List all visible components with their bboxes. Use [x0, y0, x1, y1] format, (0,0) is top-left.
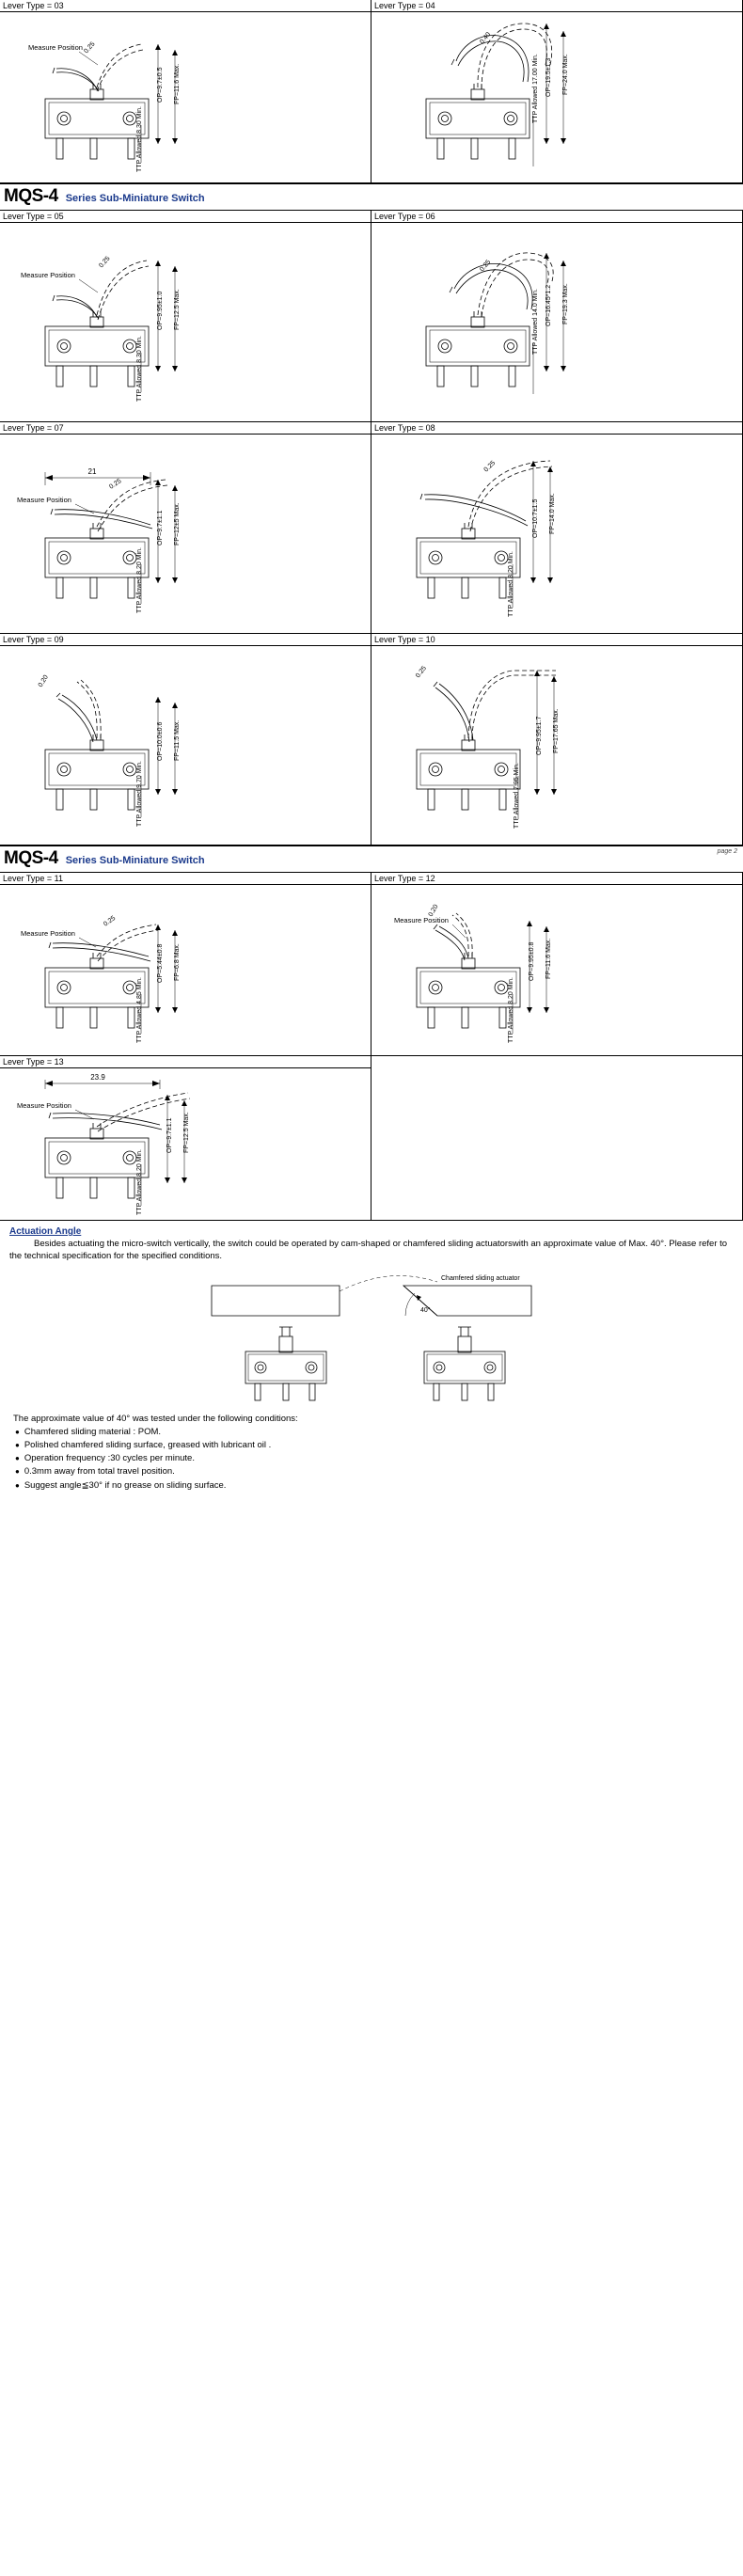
cell-body [372, 223, 742, 434]
measure-position-label: Measure Position [21, 929, 75, 938]
cell-body [372, 646, 742, 857]
lever-angle-label: 0.25 [83, 40, 97, 55]
lever-angle-label: 0.25 [479, 259, 493, 274]
switch-drawing-05 [0, 223, 369, 419]
switch-drawing-12 [372, 885, 740, 1052]
dim-op: OP=9.95±1.7 [536, 716, 543, 755]
cell-title: Lever Type = 11 [0, 873, 371, 885]
lever-angle-label: 0.40 [479, 31, 493, 46]
dim-fp: FP=12.5 Max. [174, 289, 181, 330]
lever-grid-3 [0, 873, 743, 1221]
dim-fp: FP=6.8 Max. [174, 943, 181, 981]
dim-fp: FP=12±5 Max. [174, 502, 181, 545]
conditions-items [9, 1426, 734, 1493]
switch-drawing-13 [0, 1068, 369, 1217]
dim-top: 23.9 [90, 1073, 105, 1082]
dim-ttp: TTP Allowed 8.20 Min. [136, 1149, 143, 1215]
cell-body [0, 885, 371, 1067]
dim-op: OP=9.7±1.1 [157, 510, 164, 545]
cell-body [0, 223, 371, 434]
switch-drawing-07 [0, 435, 369, 630]
dim-ttp: TTP Allowed 4.85 Min. [136, 977, 143, 1043]
lever-angle-label: 0.25 [415, 665, 428, 680]
series-subtitle: Series Sub-Miniature Switch [65, 193, 205, 204]
lever-cell-11 [0, 872, 372, 1056]
cell-title: Lever Type = 06 [372, 211, 742, 223]
lever-cell-08 [371, 421, 743, 634]
cell-title: Lever Type = 13 [0, 1056, 371, 1068]
lever-cell-04 [371, 0, 743, 183]
cell-body [372, 885, 742, 1067]
cell-title: Lever Type = 12 [372, 873, 742, 885]
dim-fp: FP=24.0 Max. [562, 54, 569, 95]
measure-position-label: Measure Position [17, 496, 71, 504]
switch-drawing-09 [0, 646, 369, 842]
cell-title: Lever Type = 05 [0, 211, 371, 223]
dim-fp: FP=11.6 Max. [174, 63, 181, 104]
dim-ttp: TTP Allowed 14.0 Min. [532, 289, 539, 355]
condition-item: ● Chamfered sliding material : POM. [15, 1426, 734, 1439]
lever-angle-label: 0.25 [98, 255, 112, 270]
switch-drawing-04 [372, 12, 740, 180]
lever-cell-13 [0, 1055, 372, 1221]
dim-fp: FP=17.65 Max. [553, 708, 560, 753]
lever-cell-06 [371, 210, 743, 422]
conditions-list [0, 1414, 743, 1493]
cell-title: Lever Type = 03 [0, 0, 371, 12]
measure-position-label: Measure Position [17, 1101, 71, 1110]
lever-cell-09 [0, 633, 372, 845]
dim-ttp: TTP Allowed 8.20 Min. [508, 551, 514, 617]
condition-item: ● Operation frequency :30 cycles per minute. [15, 1452, 734, 1465]
series-subtitle: Series Sub-Miniature Switch [65, 855, 205, 866]
cell-title: Lever Type = 09 [0, 634, 371, 646]
dim-ttp: TTP Allowed 9.70 Min. [136, 761, 143, 827]
switch-drawing-08 [372, 435, 740, 630]
cell-body [0, 12, 371, 195]
lever-grid-2 [0, 211, 743, 845]
measure-position-label: Measure Position [21, 271, 75, 279]
chamfered-actuator-label: Chamfered sliding actuator [441, 1274, 520, 1282]
dim-op: OP=19.5±1.3 [545, 57, 552, 97]
cell-title: Lever Type = 10 [372, 634, 742, 646]
dim-fp: FP=14.0 Max. [549, 493, 556, 534]
cell-title: Lever Type = 04 [372, 0, 742, 12]
lever-cell-blank [371, 1055, 743, 1221]
dim-op: OP=9.95±0.8 [529, 941, 535, 981]
condition-item: ● Suggest angle≦30° if no grease on sliding surface. [15, 1479, 734, 1493]
measure-position-label: Measure Position [394, 916, 449, 925]
dim-op: OP=16.45*1.2 [545, 284, 552, 326]
dim-op: OP=9.7±1.1 [166, 1117, 173, 1153]
dim-fp: FP=11.6 Max. [545, 938, 552, 979]
lever-cell-10 [371, 633, 743, 845]
switch-drawing-03 [0, 12, 369, 180]
lever-grid-1 [0, 0, 743, 183]
switch-drawing-10 [372, 646, 740, 842]
dim-op: OP=9.95±1.0 [157, 291, 164, 330]
dim-ttp: TTP Allowed 17.00 Min. [532, 54, 539, 123]
actuator-diagram [0, 1269, 743, 1410]
lever-angle-label: 0.25 [108, 478, 123, 491]
dim-ttp: TTP Allowed 8.30 Min. [136, 106, 143, 172]
dim-fp: FP=19.3 Max. [562, 283, 569, 324]
lever-cell-07 [0, 421, 372, 634]
angle-label: 40° [420, 1306, 431, 1314]
actuation-heading: Actuation Angle [9, 1226, 82, 1237]
lever-angle-label: 0.20 [37, 673, 50, 689]
switch-drawing-11 [0, 885, 369, 1052]
dim-top: 21 [87, 467, 97, 476]
lever-cell-05 [0, 210, 372, 422]
lever-cell-12 [371, 872, 743, 1056]
cell-title: Lever Type = 08 [372, 422, 742, 435]
cell-body [372, 435, 742, 645]
dim-fp: FP=12.5 Max. [183, 1112, 190, 1153]
cell-title: Lever Type = 07 [0, 422, 371, 435]
series-title: MQS-4 [4, 848, 58, 868]
section-header-2 [0, 845, 743, 873]
conditions-lead: The approximate value of 40° was tested under the following conditions: [13, 1413, 298, 1424]
page-mark: page 2 [717, 848, 737, 855]
cell-body [0, 646, 371, 857]
series-title: MQS-4 [4, 186, 58, 206]
section-header-1 [0, 183, 743, 211]
actuator-diagram-svg [155, 1269, 588, 1410]
dim-ttp: TTP Allowed 8.20 Min. [136, 547, 143, 613]
lever-angle-label: 0.20 [427, 903, 440, 918]
dim-ttp: TTP Allowed 7.95 Min. [514, 763, 520, 829]
cell-body [0, 1068, 371, 1232]
switch-drawing-06 [372, 223, 740, 419]
cell-body [0, 435, 371, 645]
dim-op: OP=9.7±0.5 [157, 67, 164, 103]
measure-position-label: Measure Position [28, 43, 83, 52]
dim-op: OP=5.44±0.8 [157, 943, 164, 983]
lever-angle-label: 0.25 [103, 914, 118, 928]
dim-ttp: TTP Allowed 8.30 Min. [136, 336, 143, 402]
dim-ttp: TTP Allowed 8.20 Min. [508, 977, 514, 1043]
cell-body [372, 12, 742, 195]
dim-op: OP=10.7±1.5 [532, 498, 539, 538]
condition-item: ● Polished chamfered sliding surface, greased with lubricant oil . [15, 1439, 734, 1452]
lever-cell-03 [0, 0, 372, 183]
condition-item: ● 0.3mm away from total travel position. [15, 1465, 734, 1478]
dim-fp: FP=11.5 Max. [174, 719, 181, 761]
actuation-body: Besides actuating the micro-switch vertically, the switch could be operated by cam-shaped or chamfered sliding actuatorswith an approximate value of Max. 40°. Please refer to the technical specification for the specified conditions. [9, 1239, 728, 1261]
dim-op: OP=10.0±0.6 [157, 721, 164, 761]
lever-angle-label: 0.25 [482, 459, 498, 474]
